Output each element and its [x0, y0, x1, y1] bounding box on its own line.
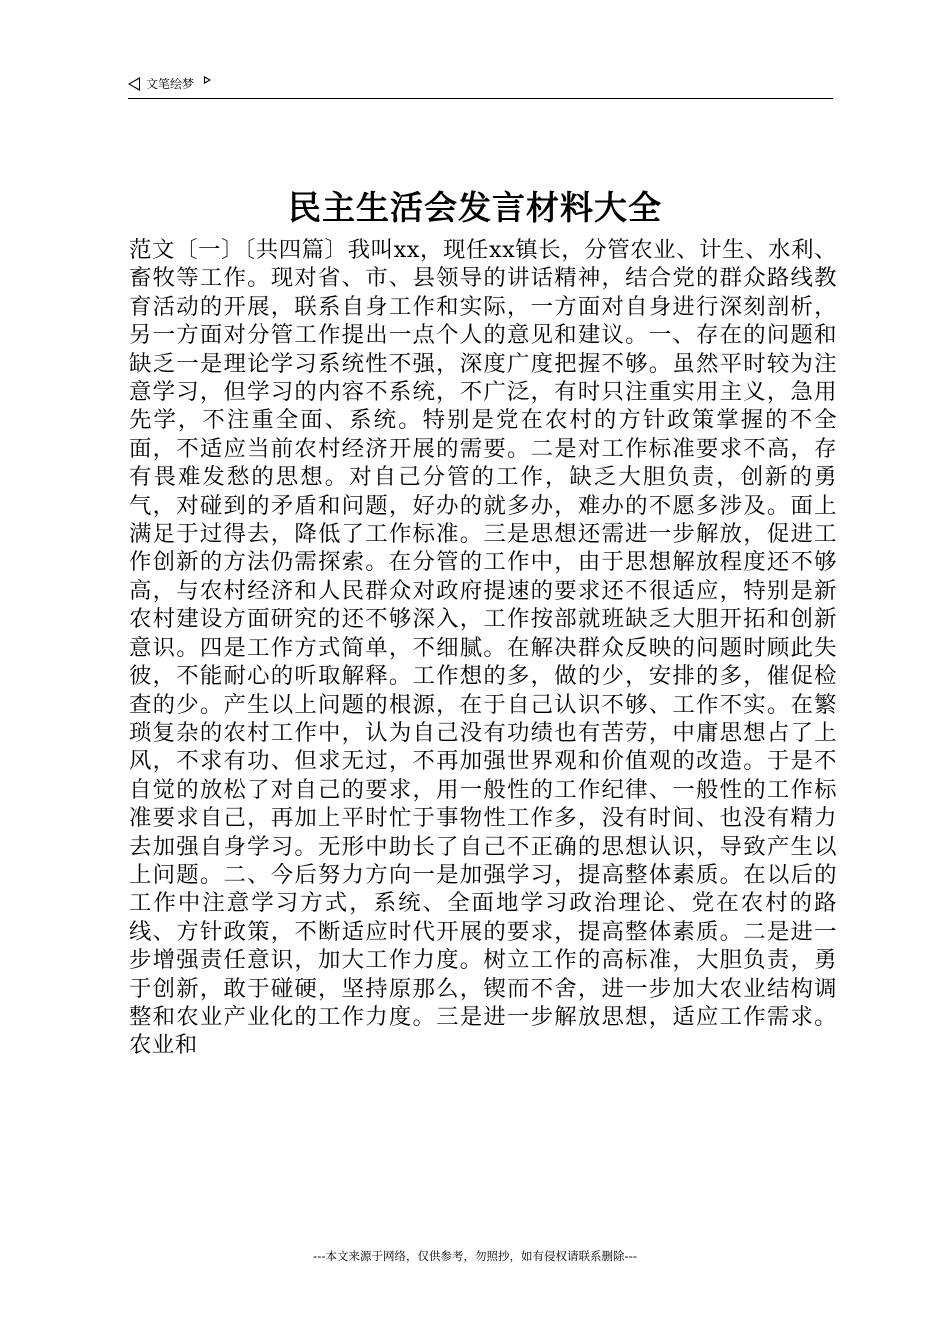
triangle-right-icon [204, 76, 211, 84]
document-body: 范文〔一〕〔共四篇〕我叫xx，现任xx镇长，分管农业、计生、水利、畜牧等工作。现对省、市、县领导的讲话精神，结合党的群众路线教育活动的开展，联系自身工作和实际，一方面对自身进行深刻剖析，另一方面对分管工作提出一点个人的意见和建议。一、存在的问题和缺乏一是理论学习系统性不强，深度广度把握不够。虽然平时较为注意学习，但学习的内容不系统，不广泛，有时只注重实用主义，急用先学，不注重全面、系统。特别是党在农村的方针政策掌握的不全面，不适应当前农村经济开展的需要。二是对工作标准要求不高，存有畏难发愁的思想。对自己分管的工作，缺乏大胆负责，创新的勇气，对碰到的矛盾和问题，好办的就多办，难办的不愿多涉及。面上满足于过得去，降低了工作标准。三是思想还需进一步解放，促进工作创新的方法仍需探索。在分管的工作中，由于思想解放程度还不够高，与农村经济和人民群众对政府提速的要求还不很适应，特别是新农村建设方面研究的还不够深入，工作按部就班缺乏大胆开拓和创新意识。四是工作方式简单，不细腻。在解决群众反映的问题时顾此失彼，不能耐心的听取解释。工作想的多，做的少，安排的多，催促检查的少。产生以上问题的根源，在于自己认识不够、工作不实。在繁琐复杂的农村工作中，认为自己没有功绩也有苦劳，中庸思想占了上风，不求有功、但求无过，不再加强世界观和价值观的改造。于是不自觉的放松了对自己的要求，用一般性的工作纪律、一般性的工作标准要求自己，再加上平时忙于事物性工作多，没有时间、也没有精力去加强自身学习。无形中助长了自己不正确的思想认识，导致产生以上问题。二、今后努力方向一是加强学习，提高整体素质。在以后的工作中注意学习方式，系统、全面地学习政治理论、党在农村的路线、方针政策，不断适应时代开展的要求，提高整体素质。二是进一步增强责任意识，加大工作力度。树立工作的高标准，大胆负责，勇于创新，敢于碰硬，坚持原那么，锲而不舍，进一步加大农业结构调整和农业产业化的工作力度。三是进一步解放思想，适应工作需求。农业和 [129, 237, 837, 1059]
page-footer: ---本文来源于网络，仅供参考，勿照抄，如有侵权请联系删除--- [313, 1249, 637, 1263]
header-brand-text: 文笔绘梦 [146, 77, 195, 91]
header-tag [128, 76, 211, 92]
page-header [128, 72, 833, 99]
document-title: 民主生活会发言材料大全 [288, 188, 662, 227]
triangle-left-icon [128, 77, 140, 91]
